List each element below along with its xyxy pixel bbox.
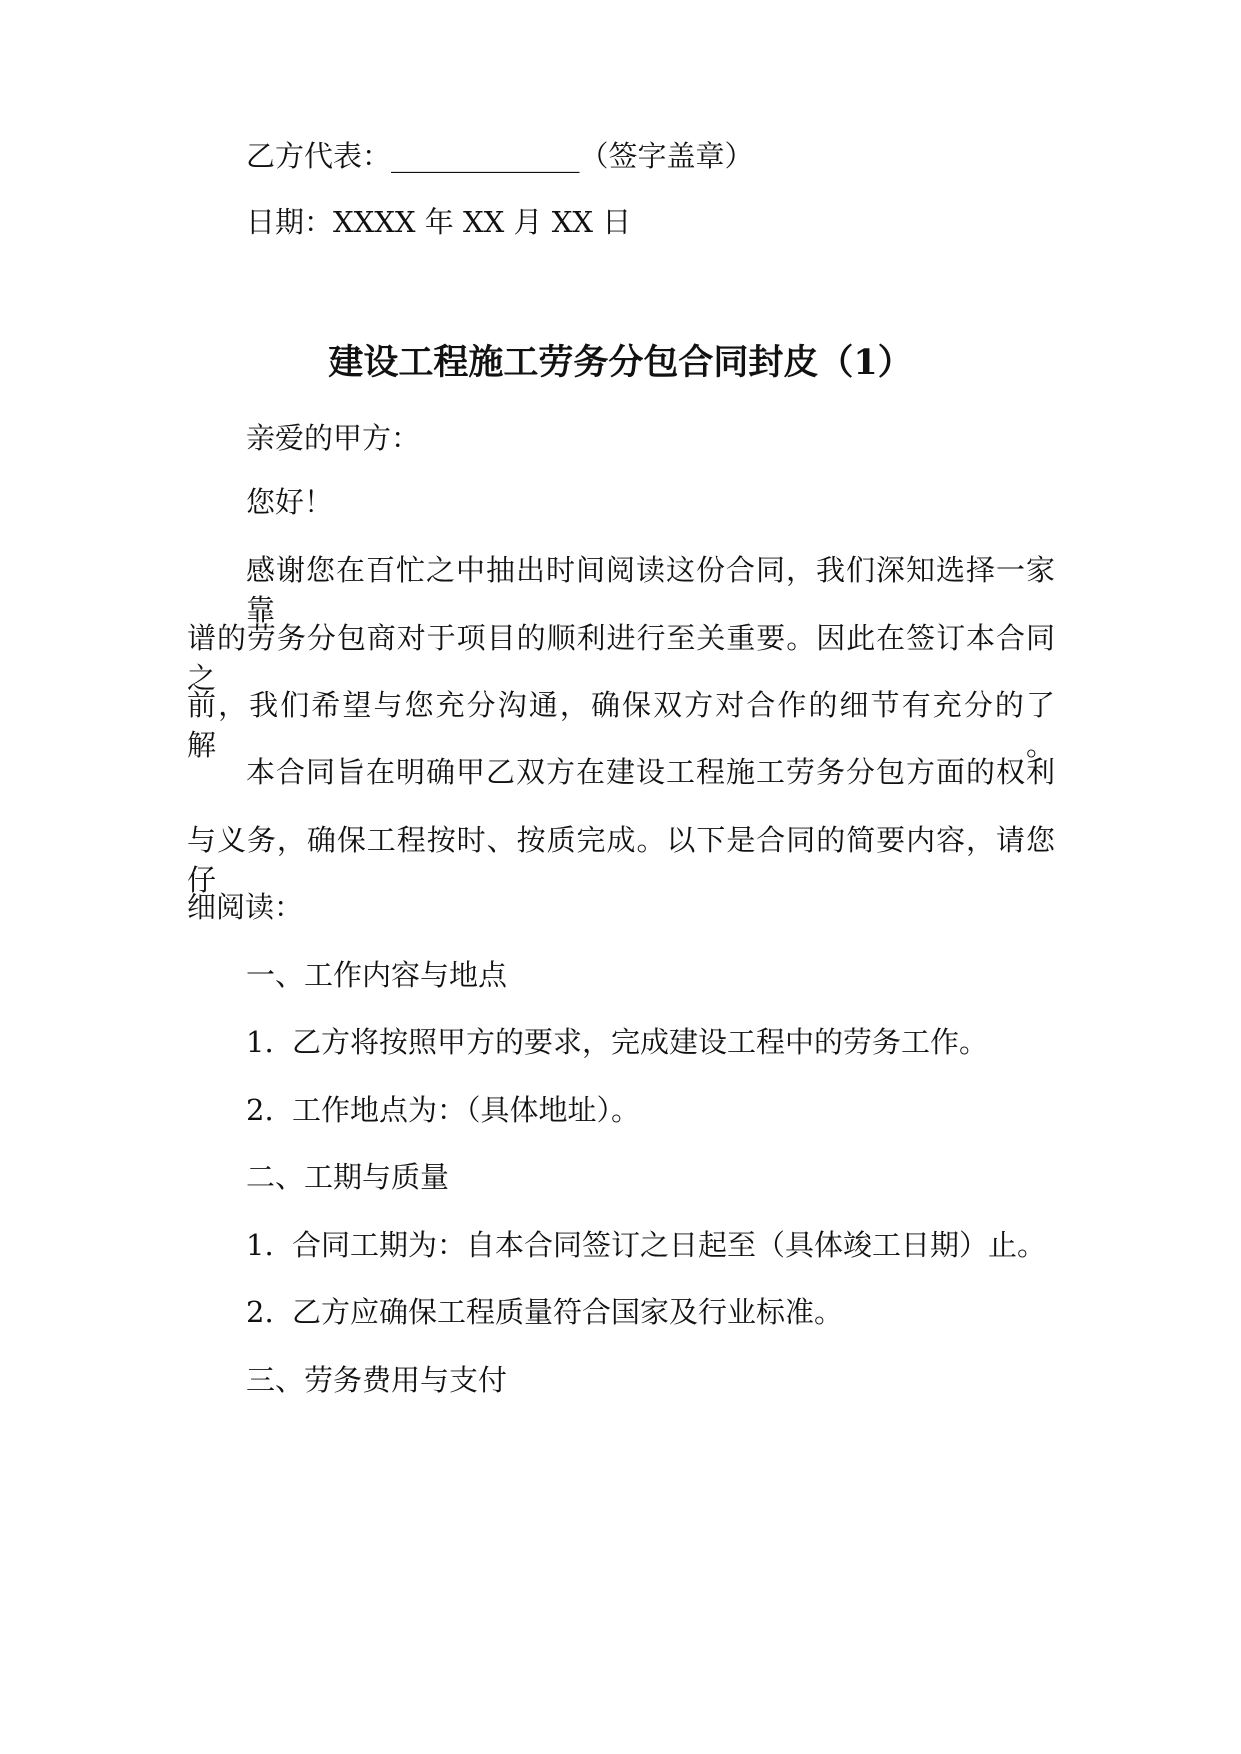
item-text: 合同工期为：自本合同签订之日起至（具体竣工日期）止。 <box>292 1228 1047 1262</box>
item-number: 1. <box>246 1228 274 1262</box>
paragraph-2-line-1: 本合同旨在明确甲乙双方在建设工程施工劳务分包方面的权利 <box>246 755 1055 789</box>
item-number: 2. <box>246 1093 274 1127</box>
section-heading-2: 二、工期与质量 <box>246 1160 450 1194</box>
paragraph-2-line-2: 与义务，确保工程按时、按质完成。以下是合同的简要内容，请您仔 <box>187 823 1055 897</box>
section-heading-3: 三、劳务费用与支付 <box>246 1363 508 1397</box>
item-text: 乙方将按照甲方的要求，完成建设工程中的劳务工作。 <box>292 1025 989 1059</box>
section-2-item-2 <box>246 1292 843 1332</box>
party-b-representative-signature-line: 乙方代表：_____________（签字盖章） <box>246 139 754 173</box>
item-number: 2. <box>246 1295 274 1329</box>
section-heading-1: 一、工作内容与地点 <box>246 958 508 992</box>
item-text: 乙方应确保工程质量符合国家及行业标准。 <box>292 1295 844 1329</box>
section-1-item-2 <box>246 1090 640 1130</box>
section-1-item-1 <box>246 1022 988 1062</box>
paragraph-1-line-1: 感谢您在百忙之中抽出时间阅读这份合同，我们深知选择一家靠 <box>246 553 1055 627</box>
document-title: 建设工程施工劳务分包合同封皮（1） <box>328 342 913 383</box>
greeting: 您好！ <box>246 485 334 519</box>
salutation: 亲爱的甲方： <box>246 421 421 455</box>
paragraph-1-line-3: 前，我们希望与您充分沟通，确保双方对合作的细节有充分的了解。 <box>187 688 1055 762</box>
signature-date: 日期：XXXX 年 XX 月 XX 日 <box>246 205 632 239</box>
paragraph-2-line-3: 细阅读： <box>187 890 304 924</box>
item-number: 1. <box>246 1025 274 1059</box>
item-text: 工作地点为：（具体地址）。 <box>292 1093 641 1127</box>
section-2-item-1 <box>246 1225 1046 1265</box>
paragraph-1-line-2: 谱的劳务分包商对于项目的顺利进行至关重要。因此在签订本合同之 <box>187 621 1055 695</box>
